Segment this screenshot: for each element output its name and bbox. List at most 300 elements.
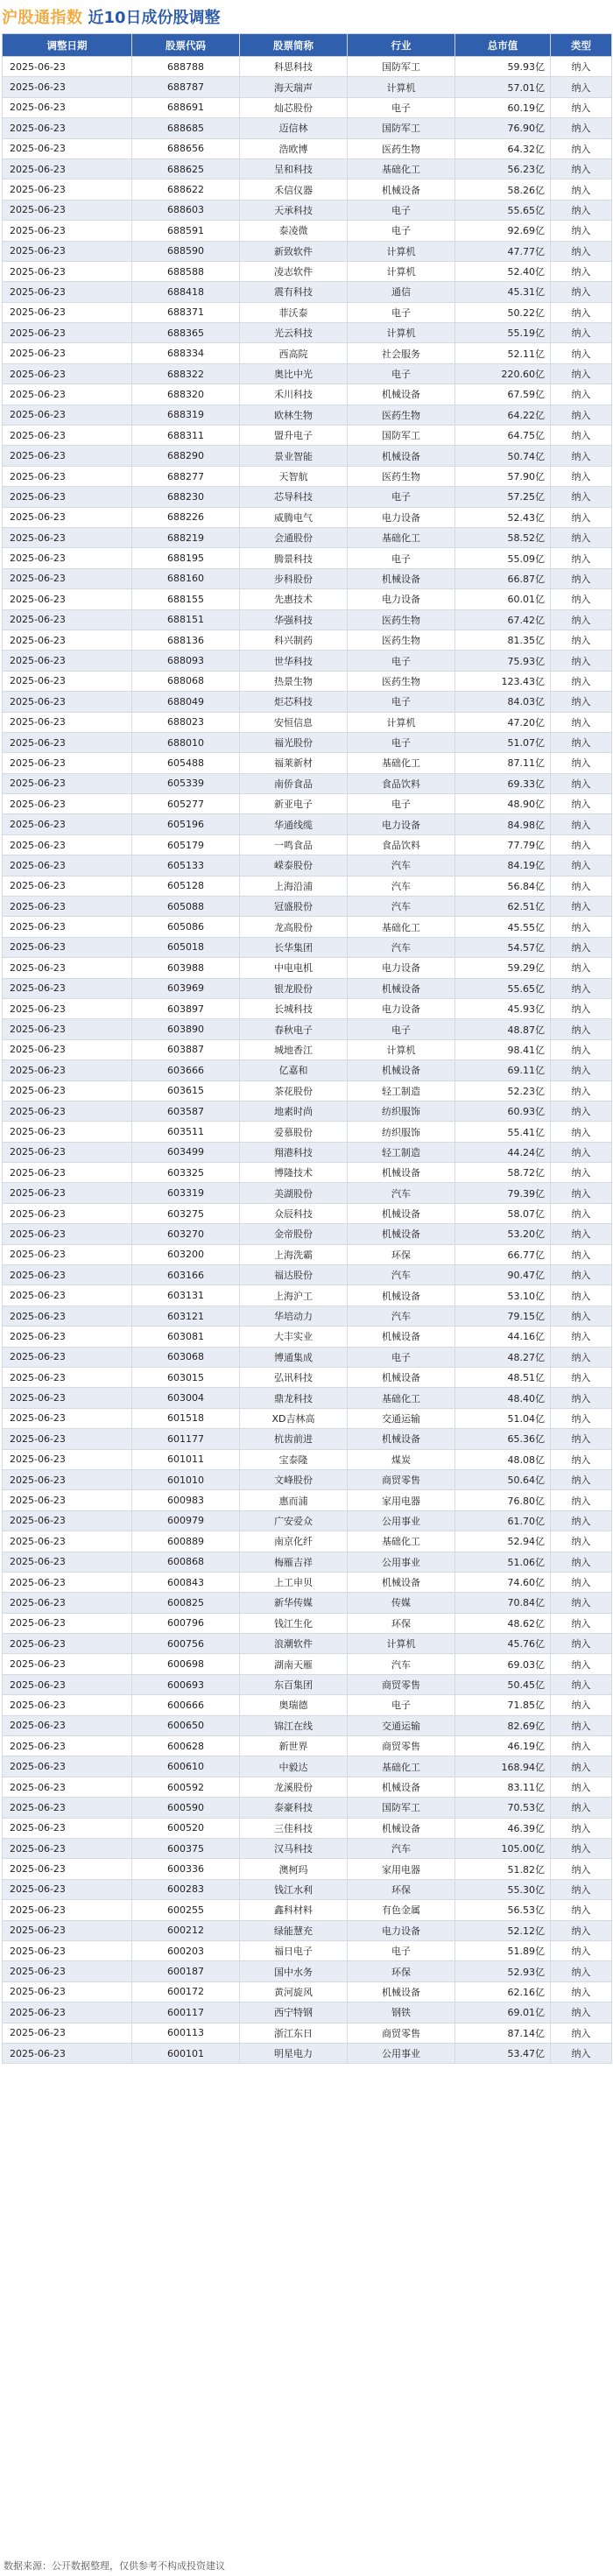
cell-market-cap: 52.93亿 — [455, 1961, 551, 1981]
cell-market-cap: 50.74亿 — [455, 446, 551, 466]
cell-code: 605018 — [132, 937, 240, 957]
cell-market-cap: 52.12亿 — [455, 1920, 551, 1940]
cell-date: 2025-06-23 — [3, 1244, 132, 1264]
table-row — [3, 1327, 612, 1347]
cell-market-cap: 84.98亿 — [455, 814, 551, 834]
cell-industry: 钢铁 — [348, 2002, 455, 2023]
table-row — [3, 1695, 612, 1715]
cell-code: 605133 — [132, 855, 240, 876]
table-row — [3, 1265, 612, 1285]
cell-market-cap: 65.36亿 — [455, 1429, 551, 1449]
cell-name: 光云科技 — [240, 323, 348, 343]
cell-industry: 电子 — [348, 1019, 455, 1039]
cell-code: 603890 — [132, 1019, 240, 1039]
cell-industry: 机械设备 — [348, 1203, 455, 1223]
cell-name: 禾川科技 — [240, 384, 348, 405]
cell-code: 603887 — [132, 1039, 240, 1059]
cell-industry: 家用电器 — [348, 1490, 455, 1510]
cell-type: 纳入 — [551, 1756, 612, 1777]
cell-name: 安恒信息 — [240, 712, 348, 732]
cell-code: 600666 — [132, 1695, 240, 1715]
cell-code: 600187 — [132, 1961, 240, 1981]
cell-name: 福日电子 — [240, 1940, 348, 1960]
cell-type: 纳入 — [551, 1327, 612, 1347]
cell-type: 纳入 — [551, 179, 612, 200]
cell-date: 2025-06-23 — [3, 917, 132, 937]
cell-code: 603275 — [132, 1203, 240, 1223]
cell-date: 2025-06-23 — [3, 2043, 132, 2063]
cell-name: 长城科技 — [240, 998, 348, 1018]
cell-name: 杭齿前进 — [240, 1429, 348, 1449]
cell-date: 2025-06-23 — [3, 1306, 132, 1326]
cell-industry: 计算机 — [348, 1039, 455, 1059]
table-row — [3, 855, 612, 876]
cell-name: 龙溪股份 — [240, 1777, 348, 1797]
cell-industry: 环保 — [348, 1961, 455, 1981]
cell-type: 纳入 — [551, 1080, 612, 1101]
table-row — [3, 1142, 612, 1162]
cell-industry: 医药生物 — [348, 630, 455, 650]
cell-code: 603511 — [132, 1122, 240, 1142]
cell-market-cap: 74.60亿 — [455, 1572, 551, 1592]
cell-market-cap: 55.65亿 — [455, 200, 551, 220]
cell-name: 锦江在线 — [240, 1715, 348, 1735]
cell-code: 600255 — [132, 1900, 240, 1920]
cell-name: 钱江水利 — [240, 1879, 348, 1899]
table-body — [3, 57, 612, 2064]
cell-code: 603325 — [132, 1163, 240, 1183]
cell-date: 2025-06-23 — [3, 241, 132, 261]
cell-market-cap: 48.27亿 — [455, 1347, 551, 1367]
cell-market-cap: 46.39亿 — [455, 1818, 551, 1838]
cell-code: 603015 — [132, 1368, 240, 1388]
cell-name: 大丰实业 — [240, 1327, 348, 1347]
cell-type: 纳入 — [551, 118, 612, 138]
cell-date: 2025-06-23 — [3, 1798, 132, 1818]
cell-industry: 电子 — [348, 302, 455, 322]
cell-industry: 机械设备 — [348, 1572, 455, 1592]
cell-code: 605339 — [132, 773, 240, 793]
cell-type: 纳入 — [551, 651, 612, 671]
cell-date: 2025-06-23 — [3, 937, 132, 957]
cell-market-cap: 53.10亿 — [455, 1285, 551, 1306]
cell-type: 纳入 — [551, 1019, 612, 1039]
cell-type: 纳入 — [551, 1674, 612, 1694]
cell-name: XD吉林高 — [240, 1408, 348, 1428]
cell-type: 纳入 — [551, 1408, 612, 1428]
cell-market-cap: 67.42亿 — [455, 609, 551, 630]
cell-name: 长华集团 — [240, 937, 348, 957]
cell-market-cap: 56.53亿 — [455, 1900, 551, 1920]
table-row — [3, 1510, 612, 1531]
cell-market-cap: 70.84亿 — [455, 1593, 551, 1613]
page-header — [0, 0, 613, 33]
cell-type: 纳入 — [551, 1940, 612, 1960]
cell-type: 纳入 — [551, 1981, 612, 2002]
cell-type: 纳入 — [551, 2043, 612, 2063]
cell-code: 603988 — [132, 958, 240, 978]
cell-name: 中毅达 — [240, 1756, 348, 1777]
cell-industry: 食品饮料 — [348, 773, 455, 793]
cell-code: 600375 — [132, 1838, 240, 1858]
cell-name: 鼎龙科技 — [240, 1388, 348, 1408]
cell-date: 2025-06-23 — [3, 1838, 132, 1858]
table-row — [3, 527, 612, 547]
table-row — [3, 651, 612, 671]
cell-code: 600650 — [132, 1715, 240, 1735]
cell-industry: 机械设备 — [348, 1327, 455, 1347]
cell-date: 2025-06-23 — [3, 1019, 132, 1039]
cell-market-cap: 60.01亿 — [455, 589, 551, 609]
cell-type: 纳入 — [551, 897, 612, 917]
cell-date: 2025-06-23 — [3, 753, 132, 773]
cell-date: 2025-06-23 — [3, 1940, 132, 1960]
cell-market-cap: 48.62亿 — [455, 1613, 551, 1633]
cell-date: 2025-06-23 — [3, 1572, 132, 1592]
cell-code: 600843 — [132, 1572, 240, 1592]
cell-type: 纳入 — [551, 712, 612, 732]
cell-market-cap: 60.93亿 — [455, 1101, 551, 1121]
cell-market-cap: 59.93亿 — [455, 57, 551, 77]
cell-name: 春秋电子 — [240, 1019, 348, 1039]
cell-market-cap: 69.03亿 — [455, 1654, 551, 1674]
table-row — [3, 487, 612, 507]
table-row — [3, 1634, 612, 1654]
cell-type: 纳入 — [551, 77, 612, 97]
cell-industry: 电子 — [348, 1695, 455, 1715]
cell-date: 2025-06-23 — [3, 1224, 132, 1244]
cell-market-cap: 48.40亿 — [455, 1388, 551, 1408]
cell-industry: 商贸零售 — [348, 1736, 455, 1756]
table-row — [3, 1798, 612, 1818]
cell-industry: 基础化工 — [348, 1756, 455, 1777]
cell-code: 605196 — [132, 814, 240, 834]
cell-type: 纳入 — [551, 978, 612, 998]
cell-date: 2025-06-23 — [3, 363, 132, 384]
cell-code: 603969 — [132, 978, 240, 998]
cell-code: 688068 — [132, 671, 240, 691]
cell-type: 纳入 — [551, 426, 612, 446]
cell-code: 603081 — [132, 1327, 240, 1347]
cell-type: 纳入 — [551, 323, 612, 343]
cell-type: 纳入 — [551, 1306, 612, 1326]
cell-market-cap: 83.11亿 — [455, 1777, 551, 1797]
cell-market-cap: 220.60亿 — [455, 363, 551, 384]
cell-industry: 基础化工 — [348, 158, 455, 179]
table-row — [3, 609, 612, 630]
cell-date: 2025-06-23 — [3, 998, 132, 1018]
cell-industry: 轻工制造 — [348, 1142, 455, 1162]
cell-code: 600336 — [132, 1859, 240, 1879]
cell-code: 603121 — [132, 1306, 240, 1326]
cell-type: 纳入 — [551, 589, 612, 609]
cell-market-cap: 75.93亿 — [455, 651, 551, 671]
cell-date: 2025-06-23 — [3, 2023, 132, 2043]
cell-type: 纳入 — [551, 1244, 612, 1264]
cell-date: 2025-06-23 — [3, 77, 132, 97]
cell-industry: 计算机 — [348, 1634, 455, 1654]
cell-name: 亿嘉和 — [240, 1060, 348, 1080]
cell-market-cap: 57.01亿 — [455, 77, 551, 97]
cell-name: 爱慕股份 — [240, 1122, 348, 1142]
cell-type: 纳入 — [551, 1777, 612, 1797]
cell-name: 冠盛股份 — [240, 897, 348, 917]
cell-name: 呈和科技 — [240, 158, 348, 179]
cell-type: 纳入 — [551, 487, 612, 507]
cell-market-cap: 87.11亿 — [455, 753, 551, 773]
cell-date: 2025-06-23 — [3, 384, 132, 405]
cell-date: 2025-06-23 — [3, 1080, 132, 1101]
cell-code: 600283 — [132, 1879, 240, 1899]
cell-type: 纳入 — [551, 1715, 612, 1735]
table-row — [3, 548, 612, 568]
cell-date: 2025-06-23 — [3, 1101, 132, 1121]
cell-type: 纳入 — [551, 282, 612, 302]
cell-market-cap: 58.26亿 — [455, 179, 551, 200]
cell-code: 600113 — [132, 2023, 240, 2043]
cell-name: 景业智能 — [240, 446, 348, 466]
cell-code: 600203 — [132, 1940, 240, 1960]
cell-date: 2025-06-23 — [3, 671, 132, 691]
cell-market-cap: 123.43亿 — [455, 671, 551, 691]
cell-industry: 机械设备 — [348, 1429, 455, 1449]
cell-market-cap: 44.16亿 — [455, 1327, 551, 1347]
cell-name: 鑫科材料 — [240, 1900, 348, 1920]
cell-code: 688155 — [132, 589, 240, 609]
table-row — [3, 343, 612, 363]
cell-date: 2025-06-23 — [3, 1490, 132, 1510]
cell-code: 605277 — [132, 794, 240, 814]
table-row — [3, 978, 612, 998]
cell-industry: 电子 — [348, 221, 455, 241]
cell-industry: 社会服务 — [348, 343, 455, 363]
cell-type: 纳入 — [551, 221, 612, 241]
cell-type: 纳入 — [551, 1572, 612, 1592]
table-row — [3, 241, 612, 261]
cell-type: 纳入 — [551, 732, 612, 752]
cell-type: 纳入 — [551, 1510, 612, 1531]
cell-name: 上海沿浦 — [240, 876, 348, 896]
cell-type: 纳入 — [551, 363, 612, 384]
cell-name: 西宁特钢 — [240, 2002, 348, 2023]
cell-industry: 机械设备 — [348, 1224, 455, 1244]
cell-type: 纳入 — [551, 2023, 612, 2043]
table-row — [3, 1859, 612, 1879]
cell-market-cap: 62.16亿 — [455, 1981, 551, 2002]
cell-industry: 食品饮料 — [348, 834, 455, 855]
table-row — [3, 753, 612, 773]
cell-market-cap: 64.75亿 — [455, 426, 551, 446]
cell-market-cap: 92.69亿 — [455, 221, 551, 241]
cell-date: 2025-06-23 — [3, 773, 132, 793]
cell-code: 688093 — [132, 651, 240, 671]
table-row — [3, 1900, 612, 1920]
cell-market-cap: 98.41亿 — [455, 1039, 551, 1059]
cell-code: 600590 — [132, 1798, 240, 1818]
cell-industry: 交通运输 — [348, 1715, 455, 1735]
cell-industry: 电子 — [348, 548, 455, 568]
page-title: 沪股通指数 — [2, 9, 83, 27]
cell-date: 2025-06-23 — [3, 1469, 132, 1489]
table-row — [3, 732, 612, 752]
cell-industry: 电力设备 — [348, 589, 455, 609]
cell-date: 2025-06-23 — [3, 57, 132, 77]
cell-type: 纳入 — [551, 507, 612, 527]
cell-date: 2025-06-23 — [3, 651, 132, 671]
table-row — [3, 1777, 612, 1797]
cell-industry: 电子 — [348, 794, 455, 814]
cell-code: 600868 — [132, 1552, 240, 1572]
cell-name: 东百集团 — [240, 1674, 348, 1694]
cell-code: 600172 — [132, 1981, 240, 2002]
column-header-market-cap: 总市值 — [455, 34, 551, 57]
cell-code: 688023 — [132, 712, 240, 732]
cell-code: 688219 — [132, 527, 240, 547]
table-row — [3, 998, 612, 1018]
cell-industry: 机械设备 — [348, 1285, 455, 1306]
cell-name: 博通集成 — [240, 1347, 348, 1367]
cell-code: 688311 — [132, 426, 240, 446]
cell-type: 纳入 — [551, 97, 612, 117]
table-row — [3, 97, 612, 117]
cell-market-cap: 48.51亿 — [455, 1368, 551, 1388]
cell-code: 688010 — [132, 732, 240, 752]
cell-type: 纳入 — [551, 241, 612, 261]
cell-code: 603068 — [132, 1347, 240, 1367]
table-row — [3, 1285, 612, 1306]
cell-code: 601010 — [132, 1469, 240, 1489]
cell-name: 震有科技 — [240, 282, 348, 302]
cell-type: 纳入 — [551, 1593, 612, 1613]
cell-date: 2025-06-23 — [3, 978, 132, 998]
cell-market-cap: 47.20亿 — [455, 712, 551, 732]
cell-industry: 汽车 — [348, 897, 455, 917]
cell-name: 威腾电气 — [240, 507, 348, 527]
cell-code: 600796 — [132, 1613, 240, 1633]
cell-type: 纳入 — [551, 1449, 612, 1469]
cell-type: 纳入 — [551, 794, 612, 814]
cell-industry: 基础化工 — [348, 527, 455, 547]
cell-market-cap: 58.07亿 — [455, 1203, 551, 1223]
cell-code: 688588 — [132, 261, 240, 281]
cell-market-cap: 57.25亿 — [455, 487, 551, 507]
table-row — [3, 1981, 612, 2002]
cell-type: 纳入 — [551, 1203, 612, 1223]
cell-date: 2025-06-23 — [3, 1859, 132, 1879]
table-row — [3, 1347, 612, 1367]
cell-market-cap: 45.31亿 — [455, 282, 551, 302]
cell-market-cap: 52.94亿 — [455, 1531, 551, 1552]
cell-name: 明星电力 — [240, 2043, 348, 2063]
cell-market-cap: 67.59亿 — [455, 384, 551, 405]
cell-market-cap: 55.65亿 — [455, 978, 551, 998]
cell-date: 2025-06-23 — [3, 794, 132, 814]
cell-name: 灿芯股份 — [240, 97, 348, 117]
cell-market-cap: 48.87亿 — [455, 1019, 551, 1039]
cell-market-cap: 79.15亿 — [455, 1306, 551, 1326]
cell-market-cap: 62.51亿 — [455, 897, 551, 917]
cell-industry: 基础化工 — [348, 753, 455, 773]
cell-code: 600628 — [132, 1736, 240, 1756]
cell-name: 黄河旋风 — [240, 1981, 348, 2002]
cell-name: 南京化纤 — [240, 1531, 348, 1552]
cell-industry: 机械设备 — [348, 1163, 455, 1183]
page-subtitle: 近10日成份股调整 — [88, 9, 221, 27]
cell-date: 2025-06-23 — [3, 323, 132, 343]
cell-date: 2025-06-23 — [3, 487, 132, 507]
cell-industry: 医药生物 — [348, 609, 455, 630]
table-row — [3, 692, 612, 712]
cell-name: 华强科技 — [240, 609, 348, 630]
table-row — [3, 1531, 612, 1552]
cell-name: 梅雁吉祥 — [240, 1552, 348, 1572]
table-row — [3, 1388, 612, 1408]
table-row — [3, 1408, 612, 1428]
cell-type: 纳入 — [551, 466, 612, 486]
table-row — [3, 2002, 612, 2023]
cell-date: 2025-06-23 — [3, 466, 132, 486]
cell-type: 纳入 — [551, 1736, 612, 1756]
cell-industry: 计算机 — [348, 241, 455, 261]
cell-name: 泰豪科技 — [240, 1798, 348, 1818]
cell-name: 世华科技 — [240, 651, 348, 671]
cell-name: 国中水务 — [240, 1961, 348, 1981]
cell-name: 南侨食品 — [240, 773, 348, 793]
table-row — [3, 261, 612, 281]
cell-type: 纳入 — [551, 1142, 612, 1162]
cell-code: 688691 — [132, 97, 240, 117]
cell-type: 纳入 — [551, 958, 612, 978]
cell-industry: 汽车 — [348, 1654, 455, 1674]
cell-code: 605179 — [132, 834, 240, 855]
table-row — [3, 1060, 612, 1080]
cell-market-cap: 46.19亿 — [455, 1736, 551, 1756]
cell-date: 2025-06-23 — [3, 1613, 132, 1633]
cell-code: 603499 — [132, 1142, 240, 1162]
cell-name: 禾信仪器 — [240, 179, 348, 200]
cell-date: 2025-06-23 — [3, 1552, 132, 1572]
table-row — [3, 2043, 612, 2063]
cell-name: 先惠技术 — [240, 589, 348, 609]
cell-market-cap: 77.79亿 — [455, 834, 551, 855]
cell-name: 福达股份 — [240, 1265, 348, 1285]
cell-type: 纳入 — [551, 609, 612, 630]
table-row — [3, 426, 612, 446]
cell-type: 纳入 — [551, 138, 612, 158]
cell-name: 金帝股份 — [240, 1224, 348, 1244]
cell-code: 688371 — [132, 302, 240, 322]
cell-date: 2025-06-23 — [3, 1265, 132, 1285]
cell-industry: 基础化工 — [348, 1388, 455, 1408]
cell-name: 众辰科技 — [240, 1203, 348, 1223]
cell-date: 2025-06-23 — [3, 1327, 132, 1347]
cell-type: 纳入 — [551, 1961, 612, 1981]
table-row — [3, 897, 612, 917]
cell-market-cap: 76.90亿 — [455, 118, 551, 138]
cell-code: 601177 — [132, 1429, 240, 1449]
cell-industry: 电子 — [348, 487, 455, 507]
cell-name: 宝泰隆 — [240, 1449, 348, 1469]
table-row — [3, 1572, 612, 1592]
cell-type: 纳入 — [551, 1838, 612, 1858]
cell-code: 688319 — [132, 405, 240, 425]
cell-type: 纳入 — [551, 1920, 612, 1940]
cell-date: 2025-06-23 — [3, 1593, 132, 1613]
cell-code: 600520 — [132, 1818, 240, 1838]
source-note: 数据来源：公开数据整理，仅供参考不构成投资建议 — [4, 2560, 225, 2572]
table-row — [3, 773, 612, 793]
cell-industry: 计算机 — [348, 323, 455, 343]
